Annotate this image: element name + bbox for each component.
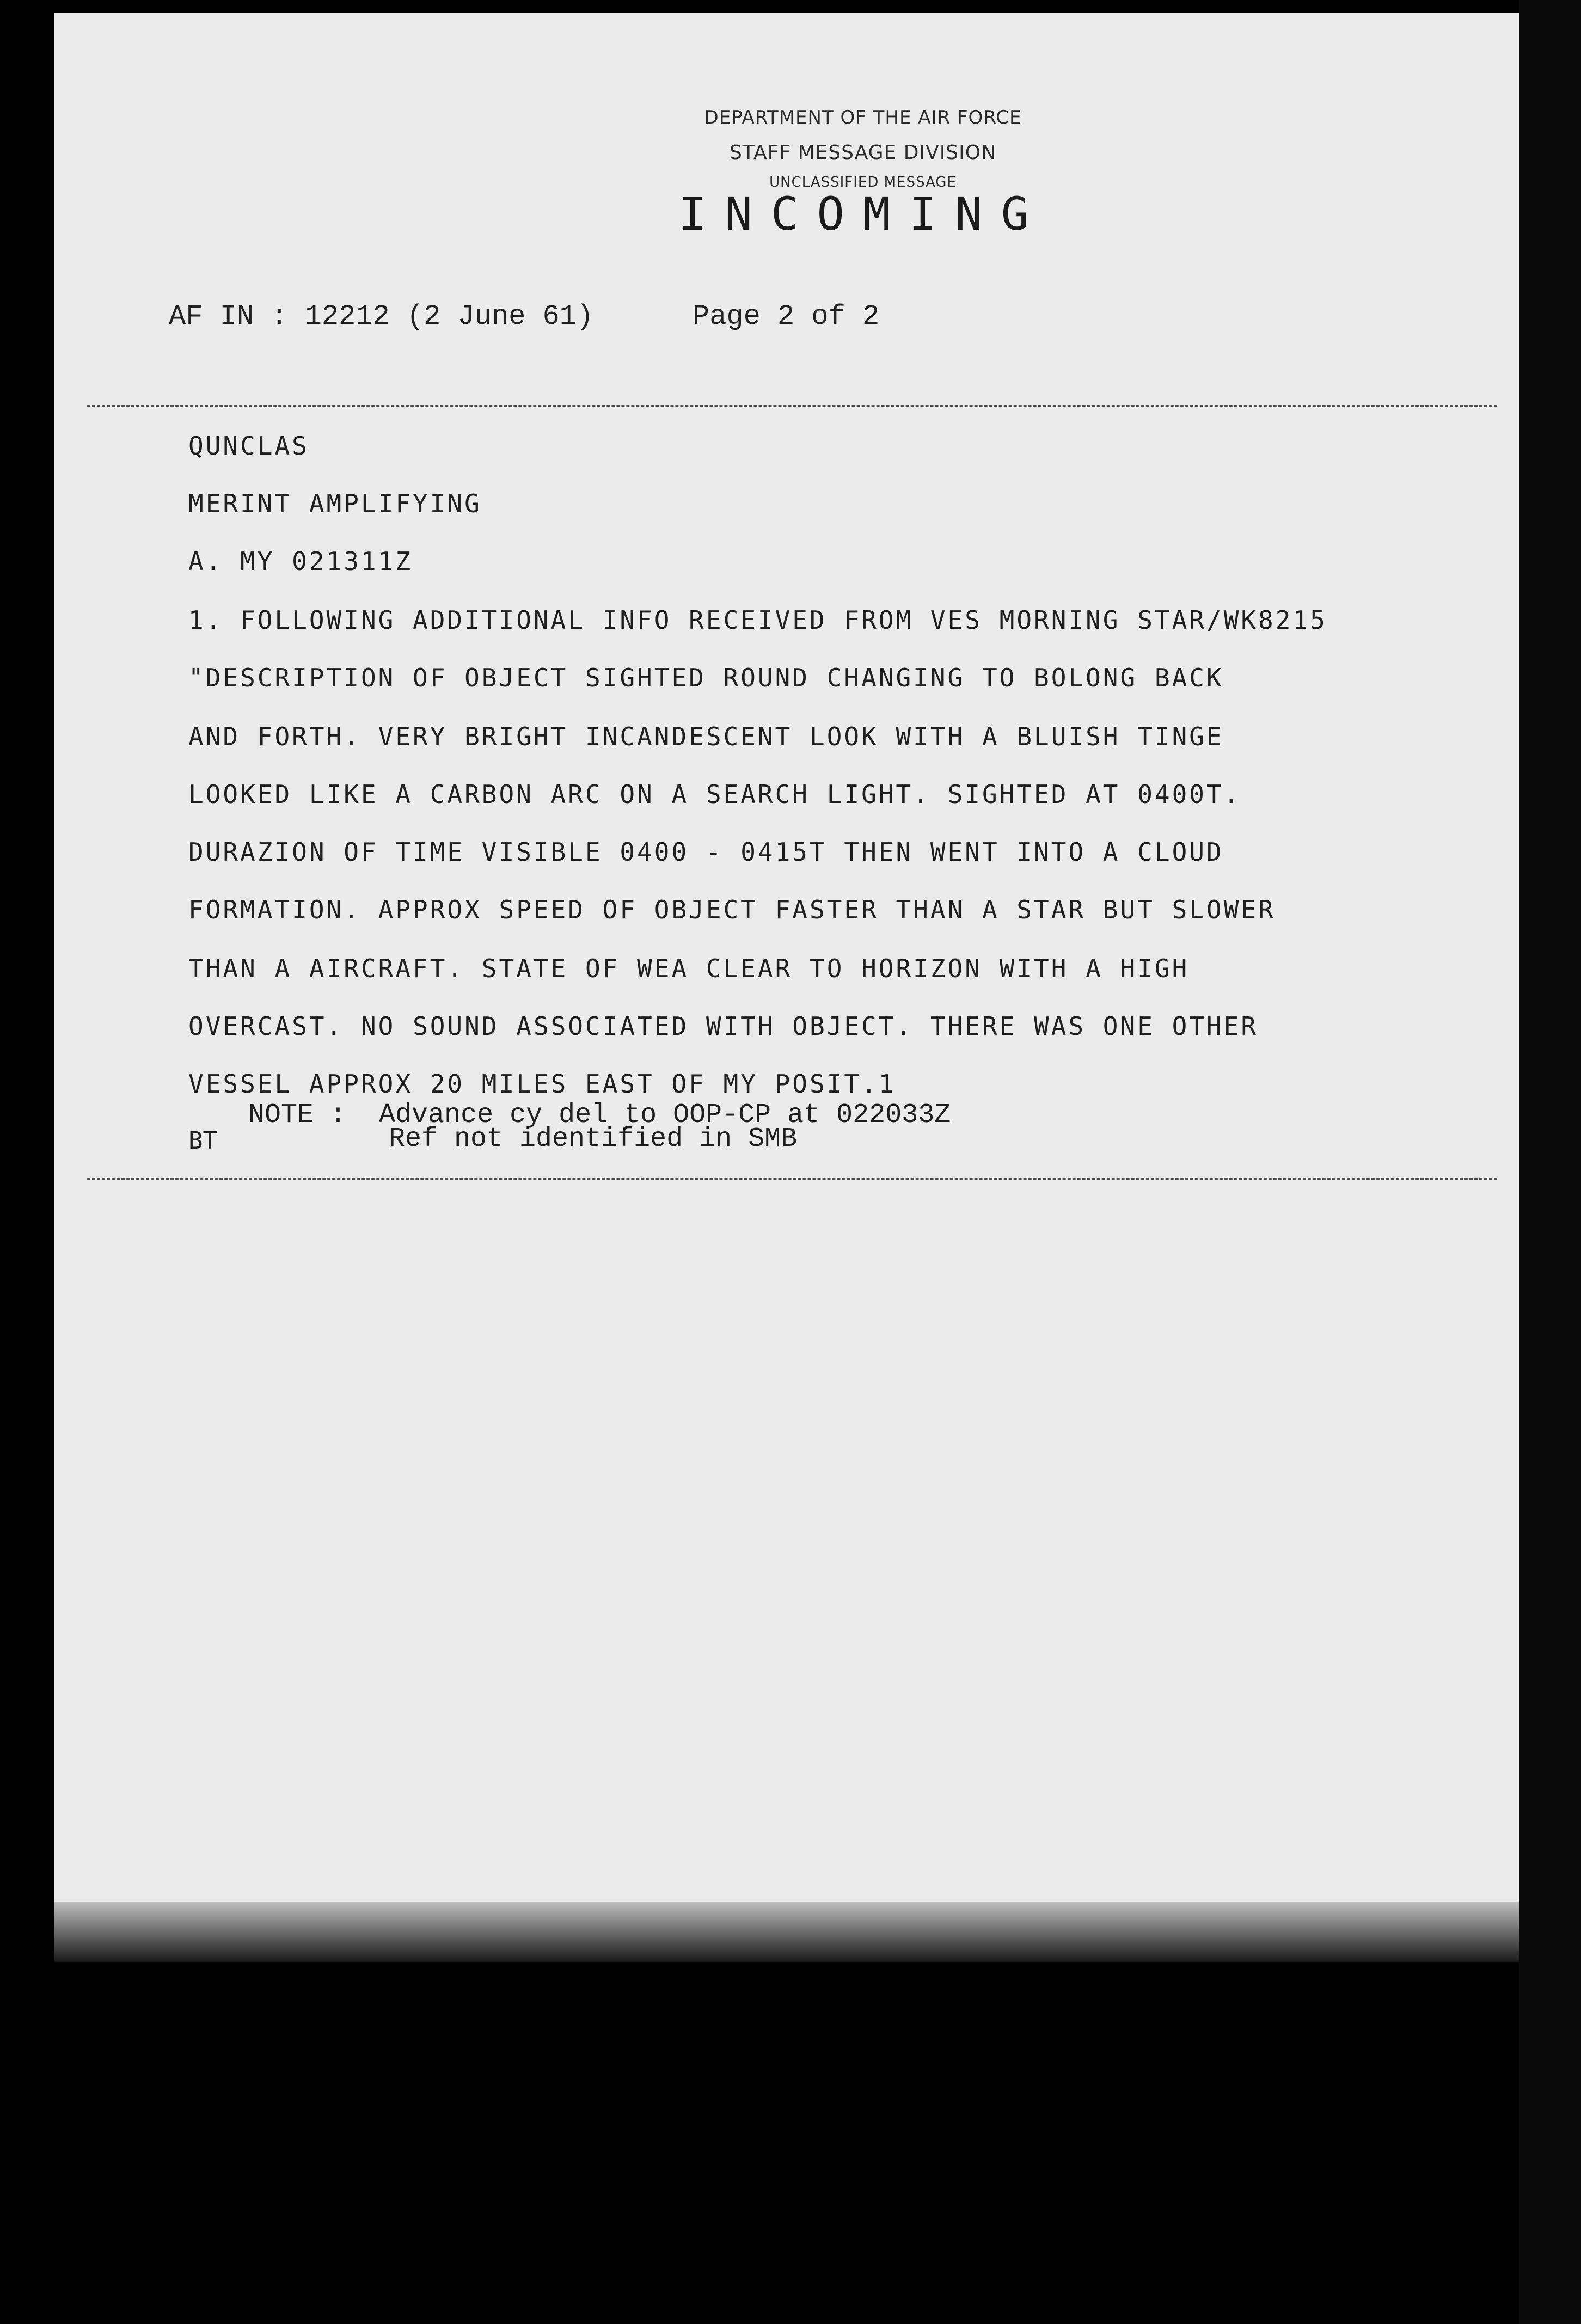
top-divider — [87, 405, 1497, 407]
bt-marker: BT — [188, 1127, 217, 1155]
division-heading: STAFF MESSAGE DIVISION — [729, 142, 997, 164]
department-heading: DEPARTMENT OF THE AIR FORCE — [704, 107, 1022, 128]
message-line: LOOKED LIKE A CARBON ARC ON A SEARCH LIGHT. SIGHTED AT 0400T. — [188, 780, 1241, 809]
message-line: 1. FOLLOWING ADDITIONAL INFO RECEIVED FROM VES MORNING STAR/WK8215 — [188, 605, 1327, 635]
af-in-reference: AF IN : 12212 (2 June 61) — [169, 301, 594, 333]
message-line: DURAZION OF TIME VISIBLE 0400 - 0415T THEN WENT INTO A CLOUD — [188, 837, 1224, 867]
film-shadow — [54, 1902, 1519, 1962]
bottom-divider — [87, 1178, 1497, 1180]
reference-note: Ref not identified in SMB — [389, 1124, 798, 1155]
message-sheet — [54, 13, 1519, 1902]
incoming-heading: INCOMING — [678, 187, 1047, 241]
message-line: QUNCLAS — [188, 431, 309, 461]
message-line: FORMATION. APPROX SPEED OF OBJECT FASTER THAN A STAR BUT SLOWER — [188, 895, 1276, 924]
message-line: A. MY 021311Z — [188, 547, 413, 576]
message-line: THAN A AIRCRAFT. STATE OF WEA CLEAR TO HORIZON WITH A HIGH — [188, 954, 1190, 983]
page-number: Page 2 of 2 — [693, 301, 880, 333]
message-line: "DESCRIPTION OF OBJECT SIGHTED ROUND CHANGING TO BOLONG BACK — [188, 663, 1224, 692]
classification-heading: UNCLASSIFIED MESSAGE — [769, 174, 957, 191]
film-edge — [1519, 0, 1581, 2324]
delivery-note: NOTE : Advance cy del to OOP-CP at 022033Z — [248, 1100, 951, 1131]
message-line: OVERCAST. NO SOUND ASSOCIATED WITH OBJECT. THERE WAS ONE OTHER — [188, 1011, 1259, 1041]
message-line: MERINT AMPLIFYING — [188, 489, 482, 518]
message-line: AND FORTH. VERY BRIGHT INCANDESCENT LOOK WITH A BLUISH TINGE — [188, 722, 1224, 751]
message-line: VESSEL APPROX 20 MILES EAST OF MY POSIT.1 — [188, 1069, 896, 1099]
